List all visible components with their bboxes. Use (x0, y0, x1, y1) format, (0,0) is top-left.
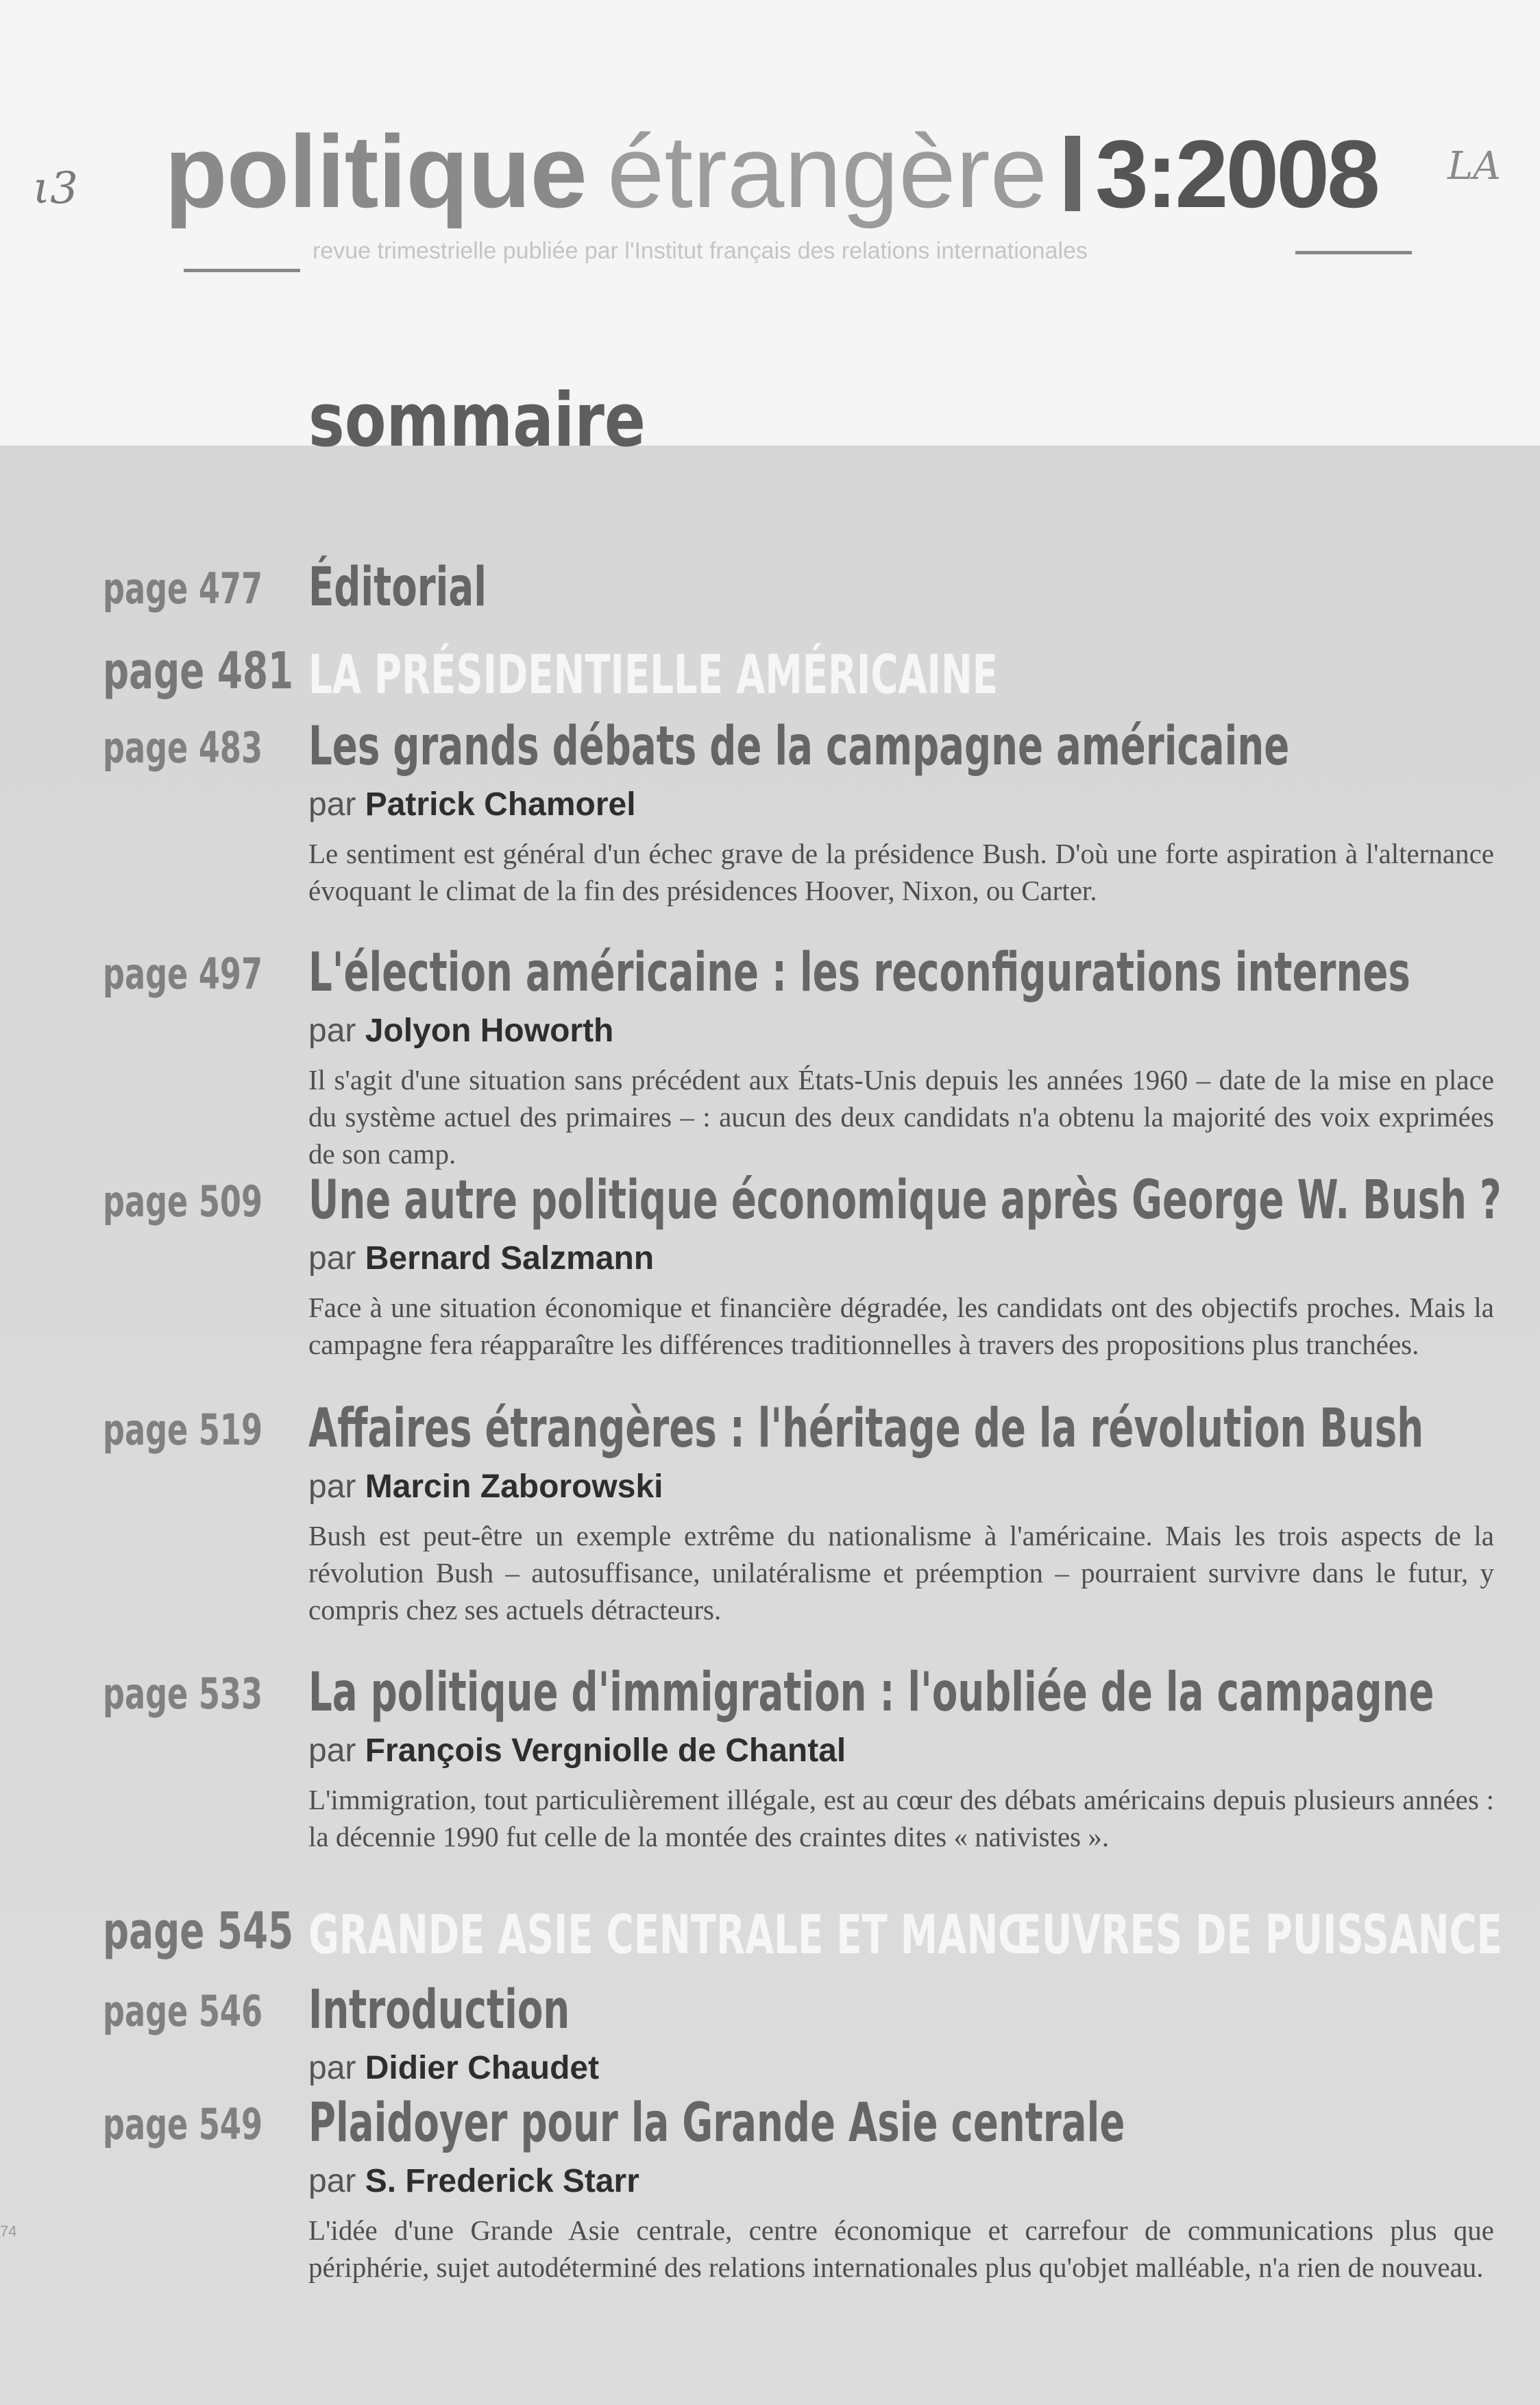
toc-page-number: page 497 (103, 949, 263, 999)
author-prefix: par (308, 1469, 356, 1505)
toc-entry-title: Affaires étrangères : l'héritage de la révolution Bush (308, 1398, 1424, 1460)
author-name: Marcin Zaborowski (365, 1469, 663, 1505)
toc-page-number: page 533 (103, 1669, 263, 1719)
toc-entry-author (308, 1242, 654, 1275)
author-name: Bernard Salzmann (365, 1240, 655, 1277)
toc-entry-author (308, 1015, 613, 1048)
author-name: Patrick Chamorel (365, 786, 636, 823)
toc-entry-title: La politique d'immigration : l'oubliée de la campagne (308, 1662, 1434, 1724)
side-page-number: 74 (0, 2223, 17, 2240)
journal-masthead (164, 114, 1378, 229)
author-prefix: par (308, 786, 356, 823)
toc-entry-abstract: Le sentiment est général d'un échec grave de la présidence Bush. D'où une forte aspiration à l'alternance évoquant le climat de la fin des présidences Hoover, Nixon, ou Carter. (308, 838, 1494, 906)
toc-entry-abstract: Face à une situation économique et financière dégradée, les candidats ont des objectifs proches. Mais la campagne fera réapparaître les différences traditionnelles à travers des propositions plus tranchées. (308, 1292, 1494, 1360)
author-prefix: par (308, 2050, 356, 2086)
toc-section-title: LA PRÉSIDENTIELLE AMÉRICAINE (308, 644, 998, 706)
toc-page-number: page 481 (103, 642, 294, 701)
toc-entry-author (308, 1732, 846, 1769)
toc-entry-abstract: Bush est peut-être un exemple extrême du nationalisme à l'américaine. Mais les trois aspects de la révolution Bush – autosuffisance, unilatéralisme et préemption – pourraient survivre dans le futur, y compris chez ses actuels détracteurs. (308, 1520, 1494, 1626)
toc-page-number: page 545 (103, 1902, 294, 1961)
toc-page-number: page 477 (103, 564, 263, 614)
toc-entry-title: Plaidoyer pour la Grande Asie centrale (308, 2092, 1125, 2154)
toc-entry-author (308, 788, 636, 821)
toc-entry-title: Une autre politique économique après George W. Bush ? (308, 1170, 1502, 1231)
toc-entry-author (308, 2165, 639, 2198)
author-prefix: par (308, 1013, 356, 1049)
author-name: S. Frederick Starr (365, 2163, 639, 2199)
toc-entry-author (308, 1471, 663, 1503)
handwritten-mark-right: LA (1447, 144, 1501, 189)
author-prefix: par (308, 1732, 356, 1769)
tagline-rule-right (1295, 251, 1412, 254)
toc-entry-title: Introduction (308, 1979, 570, 2041)
masthead-title-bold: politique (164, 114, 587, 229)
tagline-rule-left (184, 269, 300, 272)
toc-page-number: page 519 (103, 1405, 263, 1455)
sommaire-heading: sommaire (308, 378, 646, 463)
toc-entry-abstract: Il s'agit d'une situation sans précédent aux États-Unis depuis les années 1960 – date de la mise en place du système actuel des primaires – : aucun des deux candidats n'a obtenu la majorité des voix exprimées de son camp. (308, 1064, 1494, 1170)
author-name: Jolyon Howorth (365, 1013, 614, 1049)
toc-entry-abstract: L'idée d'une Grande Asie centrale, centre économique et carrefour de communications plus que périphérie, sujet autodéterminé des relations internationales plus qu'objet malléable, n'a rien de nouveau. (308, 2214, 1494, 2283)
author-name: Didier Chaudet (365, 2050, 600, 2086)
toc-entry-title: Éditorial (308, 557, 487, 618)
toc-page-number: page 509 (103, 1176, 263, 1226)
masthead-title-light: étrangère (607, 114, 1048, 229)
toc-section-title: GRANDE ASIE CENTRALE ET MANŒUVRES DE PUISSANCE (308, 1905, 1502, 1966)
issue-number: 3:2008 (1095, 120, 1378, 228)
author-prefix: par (308, 1240, 356, 1277)
masthead-separator (1065, 136, 1080, 211)
author-name: François Vergniolle de Chantal (365, 1732, 846, 1769)
handwritten-mark-left: ι3 (33, 163, 78, 214)
toc-page-number: page 549 (103, 2099, 263, 2149)
author-prefix: par (308, 2163, 356, 2199)
toc-entry-title: L'élection américaine : les reconfigurations internes (308, 942, 1410, 1004)
toc-page-number: page 546 (103, 1986, 263, 2036)
masthead-tagline: revue trimestrielle publiée par l'Institut français des relations internationales (313, 238, 1088, 264)
toc-entry-abstract: L'immigration, tout particulièrement illégale, est au cœur des débats américains depuis plusieurs années : la décennie 1990 fut celle de la montée des craintes dites « nativistes ». (308, 1784, 1494, 1852)
toc-entry-author (308, 2052, 599, 2085)
toc-entry-title: Les grands débats de la campagne américaine (308, 716, 1290, 777)
toc-page-number: page 483 (103, 723, 263, 773)
